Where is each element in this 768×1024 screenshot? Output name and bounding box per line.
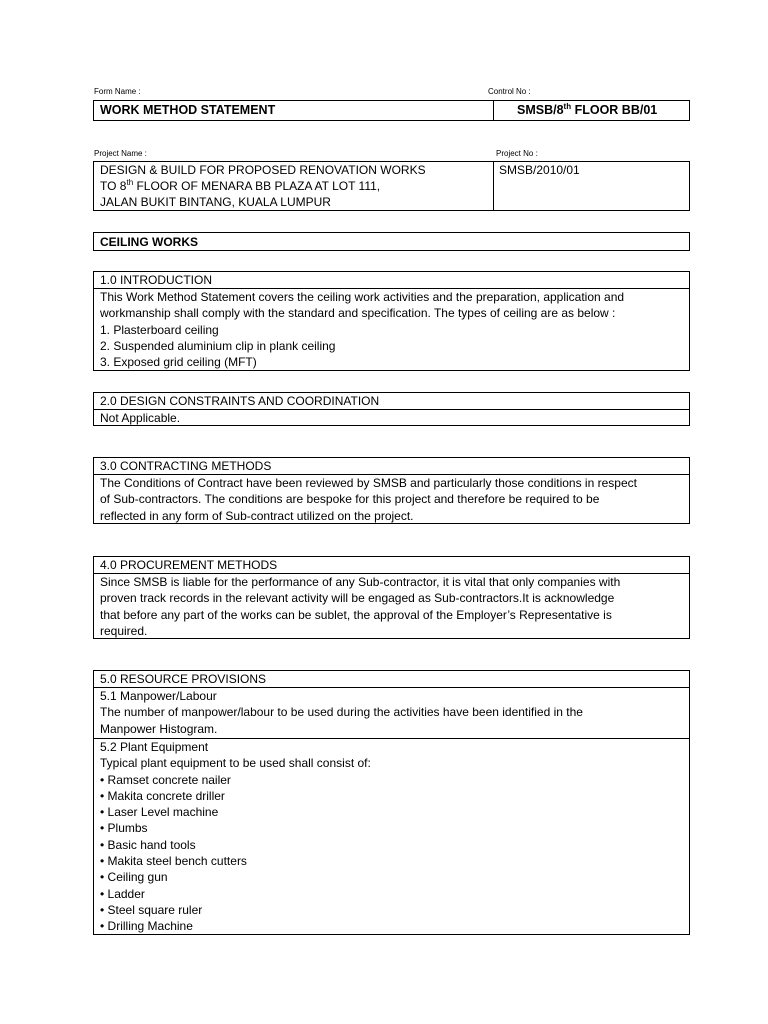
- contracting-methods-body: [94, 475, 689, 524]
- resource-provisions-heading: 5.0 RESOURCE PROVISIONS: [94, 671, 689, 688]
- manpower-line: The number of manpower/labour to be used during the activities have been identified in the: [100, 705, 583, 720]
- section-title-box: [93, 232, 690, 251]
- equipment-item: • Basic hand tools: [100, 837, 196, 852]
- procurement-line: required.: [100, 623, 148, 638]
- introduction-line: workmanship shall comply with the standard and specification. The types of ceiling are as below :: [100, 306, 616, 321]
- project-name-line3: JALAN BUKIT BINTANG, KUALA LUMPUR: [100, 195, 331, 209]
- equipment-item: • Laser Level machine: [100, 805, 219, 820]
- form-name-value: WORK METHOD STATEMENT: [100, 103, 276, 117]
- introduction-line: This Work Method Statement covers the ceiling work activities and the preparation, application and: [100, 290, 625, 304]
- equipment-item: • Makita steel bench cutters: [100, 854, 247, 869]
- equipment-item: • Drilling Machine: [100, 919, 193, 934]
- contracting-methods-section: [93, 457, 690, 524]
- project-name-label: Project Name :: [94, 149, 147, 158]
- design-constraints-heading: 2.0 DESIGN CONSTRAINTS AND COORDINATION: [94, 393, 689, 410]
- plant-equipment-intro: Typical plant equipment to be used shall consist of:: [100, 756, 371, 771]
- contracting-line: reflected in any form of Sub-contract utilized on the project.: [100, 508, 414, 523]
- ceiling-type-item: 1. Plasterboard ceiling: [100, 322, 219, 337]
- equipment-item: • Plumbs: [100, 821, 148, 836]
- introduction-heading: 1.0 INTRODUCTION: [94, 272, 689, 289]
- contracting-line: The Conditions of Contract have been reviewed by SMSB and particularly those conditions in respect: [100, 476, 637, 490]
- form-name-label: Form Name :: [94, 87, 141, 96]
- introduction-body: [94, 289, 689, 370]
- equipment-item: • Ceiling gun: [100, 870, 168, 885]
- design-constraints-section: [93, 392, 690, 426]
- ceiling-type-item: 2. Suspended aluminium clip in plank ceiling: [100, 338, 336, 353]
- manpower-title: 5.1 Manpower/Labour: [100, 689, 217, 703]
- equipment-list: [100, 772, 683, 935]
- plant-equipment-subsection: [94, 738, 689, 935]
- procurement-methods-body: [94, 574, 689, 639]
- procurement-line: proven track records in the relevant activity will be engaged as Sub-contractors.It is acknowledge: [100, 591, 615, 606]
- procurement-line: Since SMSB is liable for the performance of any Sub-contractor, it is vital that only companies with: [100, 575, 621, 589]
- contracting-methods-heading: 3.0 CONTRACTING METHODS: [94, 458, 689, 475]
- project-no-label: Project No :: [496, 149, 538, 158]
- procurement-methods-section: [93, 556, 690, 639]
- manpower-line: Manpower Histogram.: [100, 721, 218, 736]
- project-box: [93, 161, 690, 211]
- equipment-item: • Ramset concrete nailer: [100, 772, 231, 787]
- form-name-box: [93, 100, 690, 121]
- introduction-section: [93, 271, 690, 371]
- equipment-item: • Makita concrete driller: [100, 788, 225, 803]
- contracting-line: of Sub-contractors. The conditions are bespoke for this project and therefore be required to be: [100, 492, 600, 507]
- project-name-line1: DESIGN & BUILD FOR PROPOSED RENOVATION WORKS: [100, 163, 426, 177]
- control-no-value: SMSB/8th FLOOR BB/01: [517, 101, 658, 117]
- procurement-methods-heading: 4.0 PROCUREMENT METHODS: [94, 557, 689, 574]
- resource-provisions-section: [93, 670, 690, 935]
- plant-equipment-title: 5.2 Plant Equipment: [100, 740, 209, 754]
- equipment-item: • Ladder: [100, 886, 145, 901]
- control-no-label: Control No :: [488, 87, 531, 96]
- project-name-line2: TO 8th FLOOR OF MENARA BB PLAZA AT LOT 111,: [100, 178, 381, 193]
- manpower-subsection: [94, 688, 689, 738]
- project-no-value: SMSB/2010/01: [499, 163, 580, 177]
- equipment-item: • Steel square ruler: [100, 902, 203, 917]
- section-title: CEILING WORKS: [100, 235, 198, 249]
- design-constraints-body: Not Applicable.: [100, 411, 181, 425]
- procurement-line: that before any part of the works can be sublet, the approval of the Employer’s Representative is: [100, 607, 612, 622]
- ceiling-type-item: 3. Exposed grid ceiling (MFT): [100, 355, 257, 370]
